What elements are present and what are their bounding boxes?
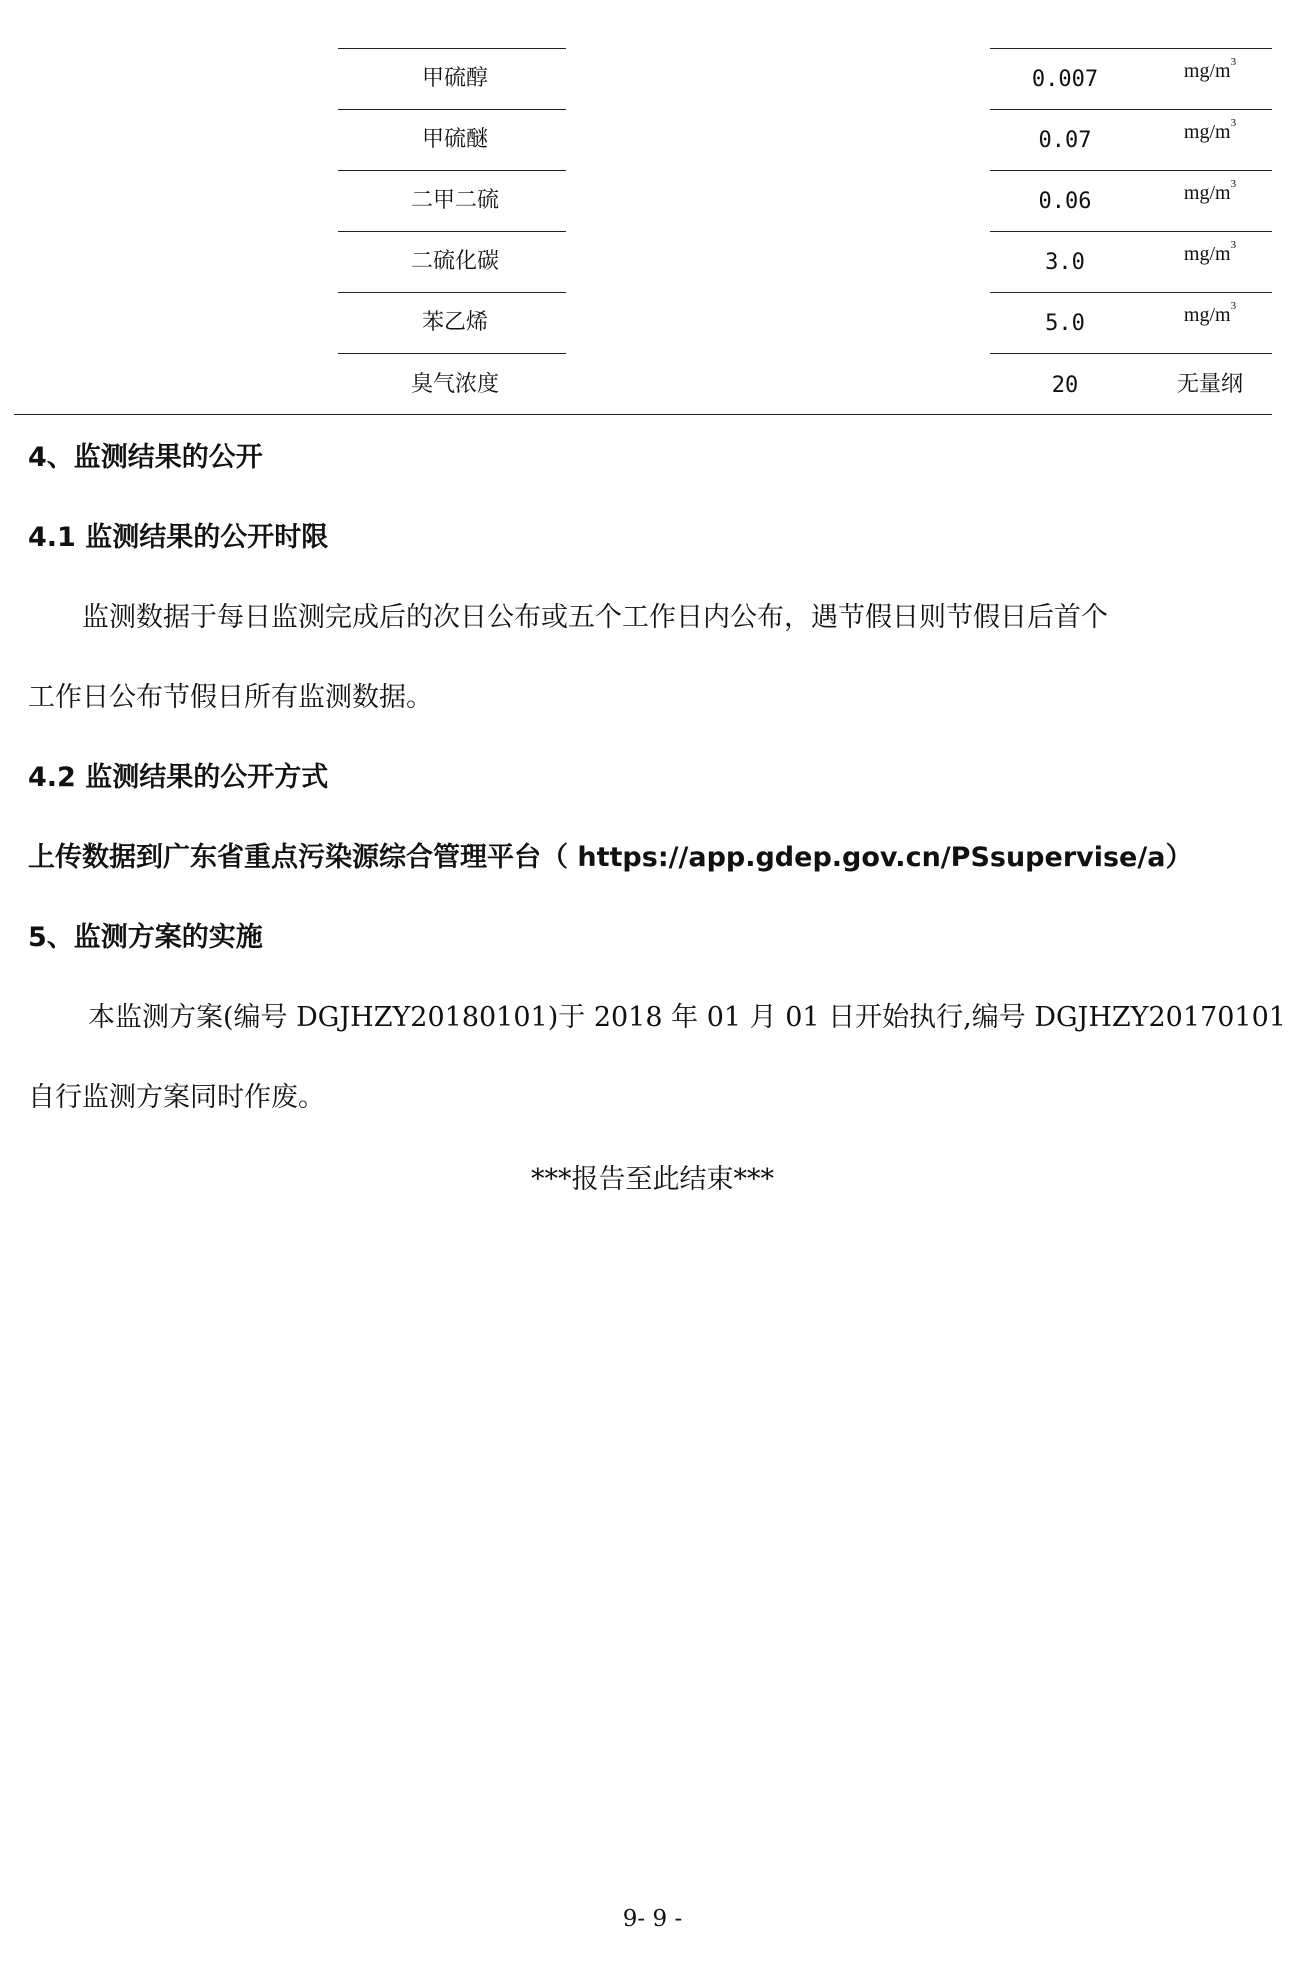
table-rule [990,109,1272,110]
paragraph-line: 自行监测方案同时作废。 [28,1082,325,1113]
table-cell-unit: $mg/m^3$ [1183,56,1237,82]
page-number: 9- 9 - [622,1906,683,1932]
table-rule [338,353,566,354]
table-rule [338,109,566,110]
table-cell-unit: 无量纲 [1176,372,1243,397]
paragraph-line: 工作日公布节假日所有监测数据。 [28,682,433,713]
table-cell-limit: 3.0 [1045,250,1085,275]
table-rule [338,292,566,293]
table-cell-unit: $mg/m^3$ [1183,300,1237,326]
table-bottom-rule [14,414,1272,415]
table-cell-pollutant: 甲硫醚 [421,127,488,152]
table-rule [338,48,566,49]
table-rule [338,231,566,232]
end-of-report-marker: ***报告至此结束*** [531,1164,774,1195]
paragraph-line: 本监测方案(编号 DGJHZY20180101)于 2018 年 01 月 01 日开始执行,编号 DGJHZY20170101 [88,1002,1286,1033]
table-cell-pollutant: 苯乙烯 [421,310,488,335]
table-cell-pollutant: 臭气浓度 [410,372,499,397]
table-rule [338,170,566,171]
platform-link-text: 上传数据到广东省重点污染源综合管理平台（ https://app.gdep.gov.cn/PSsupervise/a） [28,842,1193,873]
table-cell-pollutant: 甲硫醇 [421,66,488,91]
table-rule [990,292,1272,293]
table-cell-unit: $mg/m^3$ [1183,178,1237,204]
table-rule [990,170,1272,171]
table-cell-pollutant: 二硫化碳 [410,249,499,274]
table-rule [990,231,1272,232]
table-cell-limit: 0.06 [1038,189,1092,214]
section-heading: 4、监测结果的公开 [28,442,263,473]
table-cell-unit: $mg/m^3$ [1183,239,1237,265]
section-heading: 5、监测方案的实施 [28,922,263,953]
table-cell-limit: 0.07 [1038,128,1092,153]
table-cell-unit: $mg/m^3$ [1183,117,1237,143]
table-cell-limit: 0.007 [1031,67,1099,92]
table-cell-limit: 20 [1051,373,1079,398]
paragraph-line: 监测数据于每日监测完成后的次日公布或五个工作日内公布，遇节假日则节假日后首个 [82,602,1108,633]
table-rule [990,48,1272,49]
table-cell-limit: 5.0 [1045,311,1085,336]
table-cell-pollutant: 二甲二硫 [410,188,499,213]
subsection-heading: 4.1 监测结果的公开时限 [28,522,329,553]
table-rule [990,353,1272,354]
subsection-heading: 4.2 监测结果的公开方式 [28,762,329,793]
